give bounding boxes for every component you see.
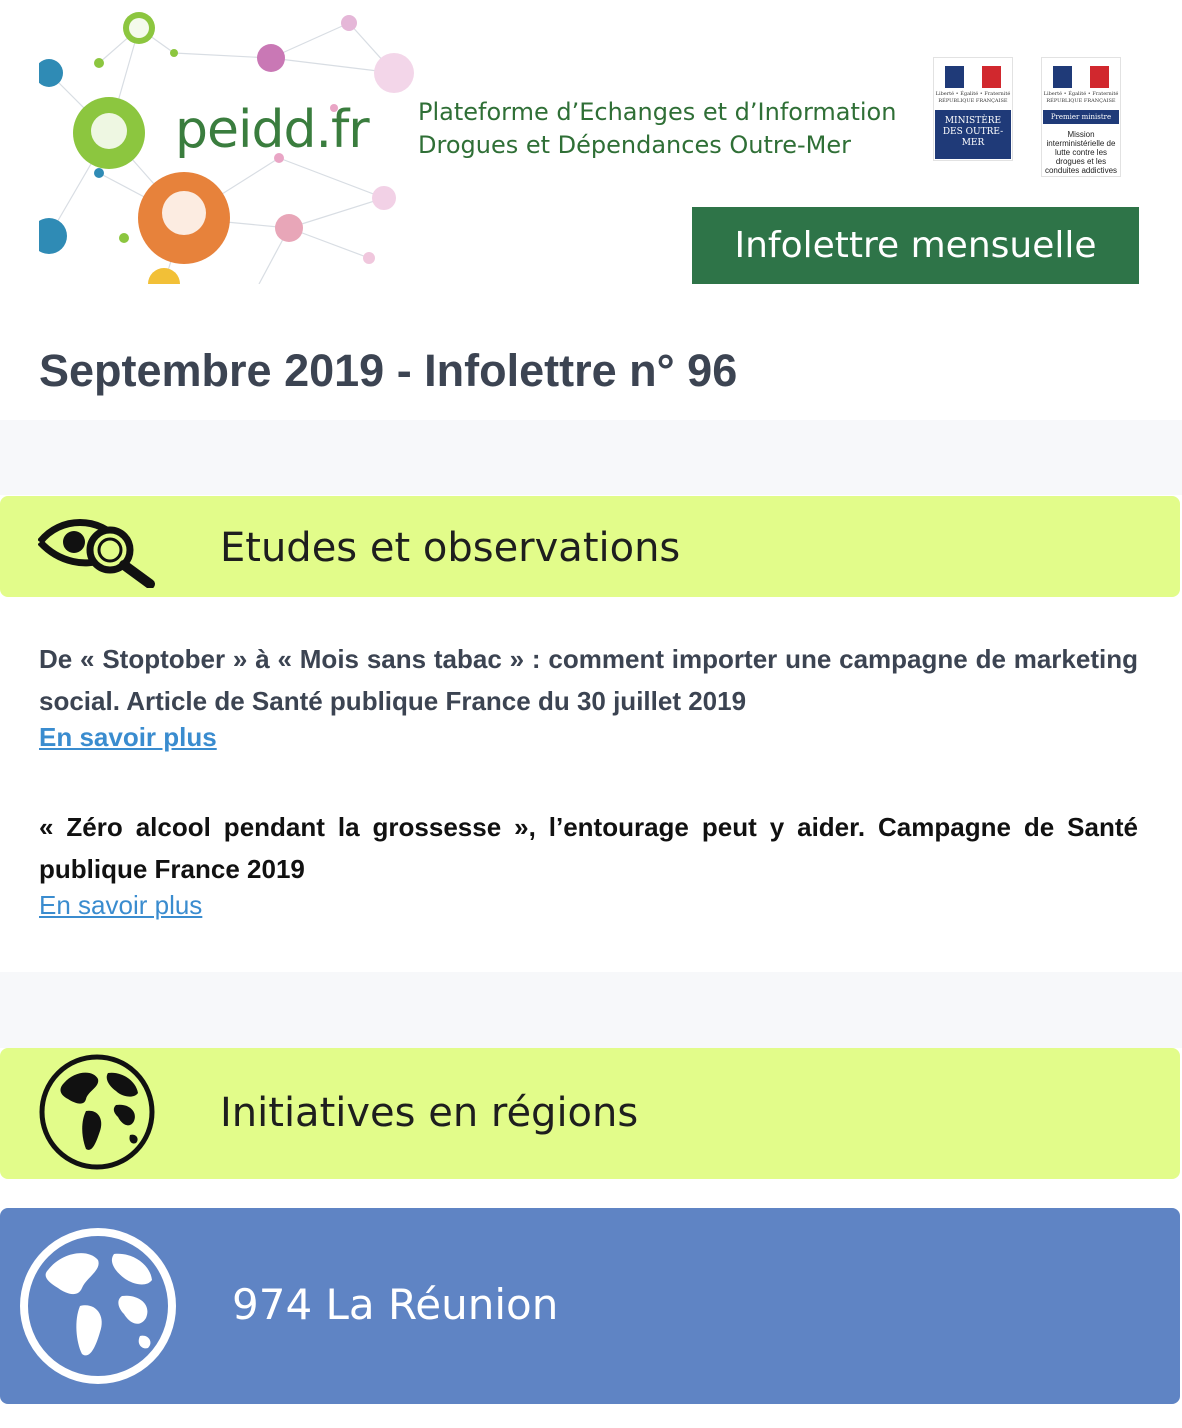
ministry-band (935, 110, 1011, 159)
article-text-zero-alcool: « Zéro alcool pendant la grossesse », l’entourage peut y aider. Campagne de Santé publique France 2019 (39, 812, 1138, 884)
tagline-line-1: Plateforme d’Echanges et d’Information (418, 98, 897, 126)
republic-motto: Liberté • Égalité • Fraternité (935, 91, 1011, 97)
eye-magnifier-icon (38, 514, 156, 593)
french-flag-icon (945, 66, 1001, 88)
spacer-band (0, 972, 1182, 1048)
globe-icon (18, 1226, 178, 1391)
region-title[interactable]: 974 La Réunion (232, 1280, 559, 1329)
republic-name: RÉPUBLIQUE FRANÇAISE (1046, 98, 1116, 104)
tagline-line-2: Drogues et Dépendances Outre-Mer (418, 131, 851, 159)
section-title-etudes: Etudes et observations (220, 525, 681, 571)
french-flag-icon (1053, 66, 1109, 88)
infolettre-badge: Infolettre mensuelle (692, 207, 1139, 284)
ministere-outre-mer-logo (933, 57, 1013, 161)
section-title-initiatives: Initiatives en régions (220, 1090, 639, 1136)
premier-ministre-logo (1041, 57, 1121, 177)
brand-logo-text: peidd.fr (175, 100, 369, 160)
mission-name: Mission interministérielle de lutte contre les drogues et les conduites addictives (1044, 130, 1118, 175)
republic-name: RÉPUBLIQUE FRANÇAISE (938, 98, 1008, 104)
issue-title: Septembre 2019 - Infolettre n° 96 (39, 345, 738, 396)
en-savoir-plus-link[interactable]: En savoir plus (39, 722, 217, 752)
republic-motto: Liberté • Égalité • Fraternité (1043, 91, 1119, 97)
ministry-name: MINISTÈRE DES OUTRE-MER (942, 116, 1004, 148)
spacer-band (0, 420, 1182, 495)
article-text-stoptober: De « Stoptober » à « Mois sans tabac » : comment importer une campagne de marketing social. Article de Santé publique France du 30 juillet 2019 (39, 644, 1138, 716)
en-savoir-plus-link[interactable]: En savoir plus (39, 890, 203, 920)
premier-ministre-label: Premier ministre (1043, 110, 1119, 124)
globe-icon (38, 1053, 156, 1176)
